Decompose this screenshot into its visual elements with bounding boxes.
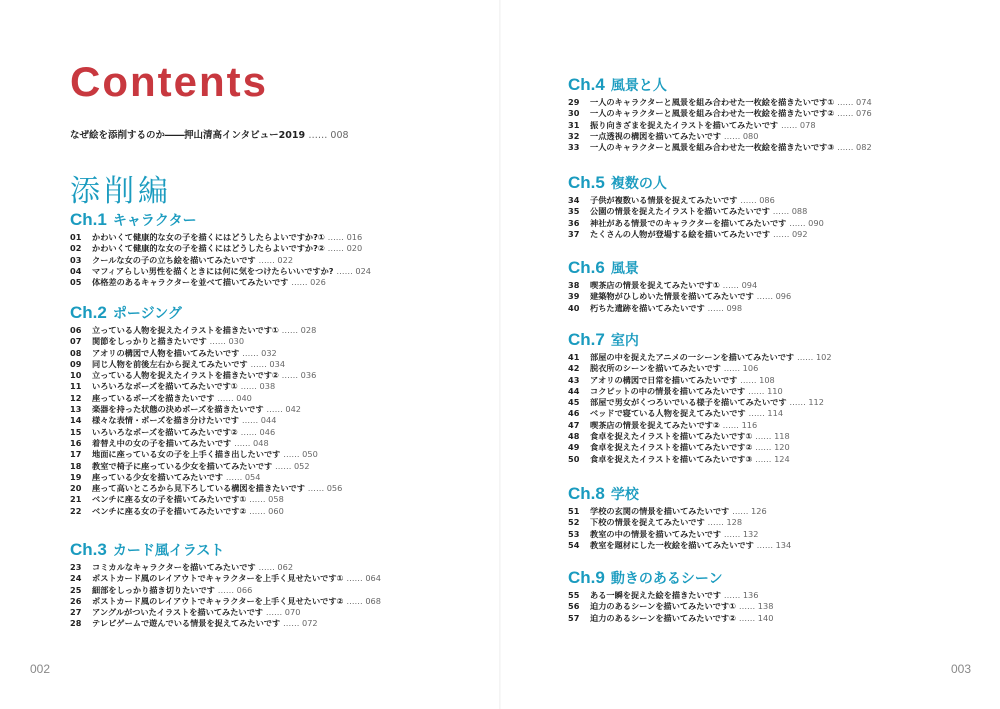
- entry-page: …… 132: [723, 528, 759, 539]
- toc-entry[interactable]: [568, 142, 872, 153]
- entry-page: …… 020: [327, 243, 363, 254]
- toc-entry[interactable]: [70, 449, 342, 460]
- entry-title: 脱衣所のシーンを描いてみたいです: [590, 363, 721, 374]
- entry-page: …… 062: [258, 562, 294, 572]
- entry-title: 喫茶店の情景を捉えてみたいです②: [590, 419, 720, 430]
- chapter-name: 複数の人: [610, 176, 667, 192]
- entry-page: …… 050: [283, 449, 318, 460]
- entry-number: 55: [568, 590, 580, 600]
- entry-number: 34: [568, 195, 580, 205]
- entry-title: 建築物がひしめいた情景を描いてみたいです: [590, 291, 754, 302]
- toc-entry[interactable]: [70, 483, 342, 494]
- entry-number: 30: [568, 108, 580, 119]
- entry-page: …… 070: [265, 607, 301, 618]
- toc-entry[interactable]: [70, 255, 371, 266]
- entry-page: …… 046: [240, 426, 276, 437]
- entry-number: 09: [70, 358, 82, 369]
- entry-title: 子供が複数いる情景を捉えてみたいです: [590, 195, 738, 205]
- entry-page: …… 060: [249, 505, 284, 516]
- chapter-block: [568, 258, 791, 314]
- entry-page: …… 074: [837, 97, 872, 107]
- entry-number: 03: [70, 254, 82, 265]
- entry-page: …… 106: [723, 363, 759, 374]
- entry-number: 11: [70, 381, 82, 392]
- toc-entry[interactable]: [568, 229, 824, 240]
- entry-title: アオリの構図で日常を描いてみたいです: [590, 374, 738, 385]
- chapter-block: [568, 330, 832, 465]
- intro-page: …… 008: [308, 130, 349, 141]
- entry-page: …… 030: [209, 336, 245, 347]
- entry-page: …… 078: [780, 119, 816, 130]
- entry-number: 22: [70, 505, 82, 516]
- entry-number: 01: [70, 232, 82, 242]
- toc-entry[interactable]: [568, 601, 773, 612]
- entry-number: 33: [568, 142, 580, 153]
- entry-title: 地面に座っている女の子を上手く描き出したいです: [92, 449, 281, 460]
- entry-number: 16: [70, 437, 82, 448]
- entry-title: 着替え中の女の子を描いてみたいです: [92, 437, 232, 448]
- entry-number: 26: [70, 595, 82, 606]
- entry-number: 45: [568, 397, 580, 408]
- entry-page: …… 120: [755, 442, 790, 453]
- entry-number: 37: [568, 228, 580, 239]
- chapter-number: Ch.2: [70, 303, 107, 322]
- toc-entry[interactable]: [568, 195, 824, 206]
- entry-title: ベンチに座る女の子を描いてみたいです①: [92, 494, 247, 505]
- entry-page: …… 058: [249, 494, 284, 505]
- entry-title: 喫茶店の情景を捉えてみたいです①: [590, 280, 720, 290]
- entry-number: 42: [568, 363, 580, 374]
- entry-number: 29: [568, 97, 580, 107]
- chapter-heading: [568, 330, 832, 352]
- entry-number: 25: [70, 584, 82, 595]
- toc-entry[interactable]: [70, 427, 342, 438]
- entry-title: かわいくて健康的な女の子を描くにはどうしたらよいですか?①: [92, 232, 325, 242]
- chapter-heading: [70, 210, 371, 232]
- entry-page: …… 134: [756, 539, 792, 550]
- entry-page: …… 136: [723, 590, 759, 600]
- chapter-block: [568, 568, 773, 624]
- chapter-number: Ch.6: [568, 258, 605, 277]
- entry-number: 10: [70, 370, 82, 381]
- entry-page: …… 026: [291, 277, 326, 288]
- toc-entry[interactable]: [70, 277, 371, 288]
- toc-entry[interactable]: [568, 291, 791, 302]
- entry-title: いろいろなポーズを描いてみたいです①: [92, 381, 238, 392]
- entry-page: …… 110: [748, 385, 783, 396]
- entry-page: …… 102: [796, 352, 832, 362]
- entry-page: …… 118: [755, 431, 790, 442]
- chapter-name: 学校: [610, 487, 639, 503]
- entry-number: 43: [568, 374, 580, 385]
- entry-number: 19: [70, 471, 82, 482]
- entry-number: 47: [568, 419, 580, 430]
- entry-number: 32: [568, 130, 580, 141]
- entry-page: …… 098: [707, 302, 743, 313]
- chapter-number: Ch.7: [568, 330, 605, 349]
- entry-page: …… 054: [225, 471, 261, 482]
- intro-text: なぜ絵を添削するのか――押山清高インタビュー2019: [70, 130, 306, 141]
- entry-title: 食卓を捉えたイラストを描いてみたいです②: [590, 442, 753, 453]
- entry-page: …… 128: [707, 517, 743, 528]
- entry-page: …… 126: [732, 506, 767, 516]
- chapter-name: ポージング: [112, 306, 182, 322]
- toc-entry[interactable]: [568, 108, 872, 119]
- entry-page: …… 072: [283, 618, 318, 629]
- entry-title: クールな女の子の立ち絵を描いてみたいです: [92, 254, 256, 265]
- entry-number: 20: [70, 483, 82, 494]
- entry-page: …… 138: [738, 601, 774, 612]
- entry-page: …… 036: [281, 370, 317, 381]
- entry-title: 部屋の中を捉えたアニメの一シーンを描いてみたいです: [590, 352, 795, 362]
- entry-page: …… 090: [789, 217, 824, 228]
- entry-title: 一人のキャラクターと風景を組み合わせた一枚絵を描きたいです②: [590, 108, 835, 119]
- toc-entry[interactable]: [568, 97, 872, 108]
- toc-entry[interactable]: [70, 438, 342, 449]
- toc-entry[interactable]: [70, 506, 342, 517]
- entry-title: マフィアらしい男性を描くときには何に気をつけたらいいですか?: [92, 265, 334, 276]
- entry-page: …… 040: [217, 392, 252, 403]
- chapter-number: Ch.8: [568, 484, 605, 503]
- entry-title: 座っているポーズを描きたいです: [92, 392, 215, 403]
- entry-number: 44: [568, 385, 580, 396]
- entry-title: ベッドで寝ている人物を捉えてみたいです: [590, 408, 746, 419]
- chapter-name: 風景と人: [610, 78, 667, 94]
- entry-title: 様々な表情・ポーズを描き分けたいです: [92, 415, 239, 426]
- entry-page: …… 082: [837, 142, 872, 153]
- chapter-heading: [568, 173, 824, 195]
- entry-page: …… 094: [722, 280, 758, 290]
- entry-title: ベンチに座る女の子を描いてみたいです②: [92, 505, 247, 516]
- entry-number: 15: [70, 426, 82, 437]
- toc-entry[interactable]: [70, 494, 342, 505]
- entry-title: コクピットの中の情景を描いてみたいです: [590, 385, 746, 396]
- entry-title: 同じ人物を前後左右から捉えてみたいです: [92, 358, 248, 369]
- entry-page: …… 038: [240, 381, 276, 392]
- entry-page: …… 044: [241, 415, 277, 426]
- toc-entry[interactable]: [568, 280, 791, 291]
- chapter-name: キャラクター: [112, 213, 197, 229]
- entry-page: …… 066: [217, 584, 253, 595]
- toc-entry[interactable]: [70, 573, 381, 584]
- chapter-heading: [568, 75, 872, 97]
- entry-number: 17: [70, 449, 82, 460]
- right-page: [500, 0, 1000, 709]
- entry-page: …… 068: [346, 595, 381, 606]
- entry-page: …… 048: [234, 437, 269, 448]
- toc-entry[interactable]: [70, 562, 381, 573]
- entry-page: …… 076: [837, 108, 872, 119]
- toc-entry[interactable]: [70, 336, 342, 347]
- entry-page: …… 116: [722, 419, 758, 430]
- chapter-block: [568, 75, 872, 153]
- section-subtitle: 添削編: [70, 174, 172, 209]
- entry-title: 立っている人物を捉えたイラストを描きたいです①: [92, 325, 279, 335]
- entry-title: 部屋で男女がくつろいでいる様子を描いてみたいです: [590, 397, 787, 408]
- page-number-right: 003: [951, 662, 972, 676]
- toc-entry[interactable]: [568, 363, 832, 374]
- entry-title: 教室を題材にした一枚絵を描いてみたいです: [590, 539, 754, 550]
- chapter-heading: [70, 540, 381, 562]
- entry-page: …… 088: [772, 206, 808, 217]
- toc-entry[interactable]: [568, 408, 832, 419]
- entry-number: 41: [568, 352, 580, 362]
- entry-title: 迫力のあるシーンを描いてみたいです②: [590, 612, 736, 623]
- entry-title: アオリの構図で人物を描いてみたいです: [92, 347, 240, 358]
- entry-number: 24: [70, 573, 82, 584]
- entry-page: …… 022: [258, 254, 294, 265]
- entry-title: かわいくて健康的な女の子を描くにはどうしたらよいですか?②: [92, 243, 325, 254]
- entry-title: 細部をしっかり描き切りたいです: [92, 584, 215, 595]
- entry-number: 46: [568, 408, 580, 419]
- entry-title: 下校の情景を捉えてみたいです: [590, 517, 705, 528]
- chapter-number: Ch.9: [568, 568, 605, 587]
- entry-title: いろいろなポーズを描いてみたいです②: [92, 426, 238, 437]
- entry-title: 座って高いところから見下ろしている構図を描きたいです: [92, 483, 305, 494]
- entry-title: 一人のキャラクターと風景を組み合わせた一枚絵を描きたいです①: [590, 97, 835, 107]
- toc-entry[interactable]: [568, 506, 791, 517]
- toc-entry[interactable]: [70, 325, 342, 336]
- toc-entry[interactable]: [70, 607, 381, 618]
- entry-number: 07: [70, 336, 82, 347]
- chapter-heading: [568, 484, 791, 506]
- entry-number: 52: [568, 517, 580, 528]
- entry-title: 一点透視の構図を描いてみたいです: [590, 130, 722, 141]
- entry-page: …… 024: [336, 265, 372, 276]
- chapter-number: Ch.4: [568, 75, 605, 94]
- contents-title: Contents: [70, 58, 268, 105]
- entry-number: 35: [568, 206, 580, 217]
- toc-entry[interactable]: [70, 404, 342, 415]
- toc-entry[interactable]: [70, 472, 342, 483]
- entry-number: 28: [70, 618, 82, 629]
- chapter-block: [568, 173, 824, 240]
- entry-page: …… 056: [307, 483, 343, 494]
- toc-entry[interactable]: [568, 397, 832, 408]
- entry-page: …… 064: [346, 573, 381, 584]
- entry-number: 18: [70, 460, 82, 471]
- chapter-block: [70, 303, 342, 517]
- toc-entry[interactable]: [568, 386, 832, 397]
- chapter-name: カード風イラスト: [112, 543, 225, 559]
- chapter-name: 動きのあるシーン: [610, 571, 723, 587]
- chapter-number: Ch.3: [70, 540, 107, 559]
- entry-page: …… 016: [327, 232, 363, 242]
- entry-title: 迫力のあるシーンを描いてみたいです①: [590, 601, 736, 612]
- chapter-heading: [568, 568, 773, 590]
- entry-number: 36: [568, 217, 580, 228]
- toc-entry[interactable]: [568, 352, 832, 363]
- toc-entry[interactable]: [568, 613, 773, 624]
- toc-entry[interactable]: [70, 393, 342, 404]
- entry-page: …… 114: [748, 408, 784, 419]
- chapter-number: Ch.5: [568, 173, 605, 192]
- toc-entry[interactable]: [568, 420, 832, 431]
- entry-number: 57: [568, 612, 580, 623]
- toc-entry[interactable]: [70, 243, 371, 254]
- entry-title: テレビゲームで遊んでいる情景を捉えてみたいです: [92, 618, 281, 629]
- entry-number: 38: [568, 280, 580, 290]
- toc-entry[interactable]: [70, 415, 342, 426]
- chapter-heading: [70, 303, 342, 325]
- toc-entry[interactable]: [70, 596, 381, 607]
- toc-entry[interactable]: [70, 359, 342, 370]
- entry-page: …… 108: [740, 374, 775, 385]
- entry-title: 一人のキャラクターと風景を組み合わせた一枚絵を描きたいです③: [590, 142, 835, 153]
- entry-page: …… 092: [773, 228, 808, 239]
- toc-entry[interactable]: [568, 375, 832, 386]
- entry-page: …… 086: [740, 195, 775, 205]
- toc-entry[interactable]: [568, 529, 791, 540]
- entry-number: 40: [568, 302, 580, 313]
- entry-page: …… 052: [275, 460, 310, 471]
- entry-page: …… 140: [738, 612, 774, 623]
- toc-entry[interactable]: [568, 442, 832, 453]
- entry-number: 05: [70, 277, 82, 288]
- entry-title: 学校の玄関の情景を描いてみたいです: [590, 506, 730, 516]
- toc-entry[interactable]: [568, 517, 791, 528]
- chapter-heading: [568, 258, 791, 280]
- entry-title: 公園の情景を捉えたイラストを描いてみたいです: [590, 206, 770, 217]
- toc-entry[interactable]: [70, 370, 342, 381]
- chapter-number: Ch.1: [70, 210, 107, 229]
- entry-title: コミカルなキャラクターを描いてみたいです: [92, 562, 256, 572]
- entry-number: 14: [70, 415, 82, 426]
- entry-number: 12: [70, 392, 82, 403]
- entry-page: …… 112: [789, 397, 824, 408]
- entry-number: 48: [568, 431, 580, 442]
- toc-entry[interactable]: [568, 131, 872, 142]
- entry-title: アングルがついたイラストを描いてみたいです: [92, 607, 263, 618]
- page-number-left: 002: [30, 662, 51, 676]
- toc-entry[interactable]: [568, 303, 791, 314]
- toc-entry[interactable]: [70, 266, 371, 277]
- entry-title: 教室の中の情景を描いてみたいです: [590, 528, 722, 539]
- intro-entry[interactable]: [70, 127, 349, 141]
- entry-number: 49: [568, 442, 580, 453]
- entry-page: …… 032: [242, 347, 277, 358]
- entry-title: ポストカード風のレイアウトでキャラクターを上手く見せたいです②: [92, 595, 344, 606]
- entry-page: …… 034: [250, 358, 286, 369]
- entry-number: 23: [70, 562, 82, 572]
- entry-title: 楽器を持った状態の決めポーズを描きたいです: [92, 404, 264, 415]
- entry-title: ある一瞬を捉えた絵を描きたいです: [590, 590, 722, 600]
- entry-title: ポストカード風のレイアウトでキャラクターを上手く見せたいです①: [92, 573, 344, 584]
- entry-title: 体格差のあるキャラクターを並べて描いてみたいです: [92, 277, 289, 288]
- entry-page: …… 042: [266, 404, 301, 415]
- entry-title: 座っている少女を描いてみたいです: [92, 471, 224, 482]
- entry-number: 04: [70, 265, 82, 276]
- toc-entry[interactable]: [568, 206, 824, 217]
- entry-number: 50: [568, 453, 580, 464]
- chapter-block: [568, 484, 791, 551]
- entry-page: …… 028: [281, 325, 317, 335]
- toc-entry[interactable]: [70, 381, 342, 392]
- entry-title: 神社がある情景でのキャラクターを描いてみたいです: [590, 217, 787, 228]
- entry-number: 56: [568, 601, 580, 612]
- entry-title: 教室で椅子に座っている少女を描いてみたいです: [92, 460, 273, 471]
- entry-title: 朽ちた遺跡を描いてみたいです: [590, 302, 705, 313]
- toc-entry[interactable]: [568, 120, 872, 131]
- entry-title: 関節をしっかりと描きたいです: [92, 336, 207, 347]
- toc-entry[interactable]: [70, 461, 342, 472]
- toc-entry[interactable]: [568, 540, 791, 551]
- entry-number: 02: [70, 243, 82, 254]
- entry-title: 食卓を捉えたイラストを描いてみたいです①: [590, 431, 753, 442]
- entry-title: たくさんの人物が登場する絵を描いてみたいです: [590, 228, 771, 239]
- entry-page: …… 080: [723, 130, 759, 141]
- entry-number: 39: [568, 291, 580, 302]
- entry-number: 21: [70, 494, 82, 505]
- toc-entry[interactable]: [568, 590, 773, 601]
- toc-entry[interactable]: [70, 348, 342, 359]
- toc-entry[interactable]: [70, 232, 371, 243]
- entry-title: 振り向きざまを捉えたイラストを描いてみたいです: [590, 119, 779, 130]
- entry-number: 31: [568, 119, 580, 130]
- toc-entry[interactable]: [568, 431, 832, 442]
- chapter-block: [70, 210, 371, 288]
- entry-page: …… 096: [756, 291, 792, 302]
- entry-number: 53: [568, 528, 580, 539]
- chapter-name: 室内: [610, 333, 639, 349]
- chapter-block: [70, 540, 381, 630]
- entry-title: 立っている人物を捉えたイラストを描きたいです②: [92, 370, 279, 381]
- toc-entry[interactable]: [70, 618, 381, 629]
- entry-number: 51: [568, 506, 580, 516]
- entry-number: 08: [70, 347, 82, 358]
- entry-page: …… 124: [755, 453, 790, 464]
- toc-entry[interactable]: [568, 218, 824, 229]
- toc-entry[interactable]: [568, 454, 832, 465]
- entry-number: 06: [70, 325, 82, 335]
- toc-entry[interactable]: [70, 585, 381, 596]
- entry-number: 27: [70, 607, 82, 618]
- chapter-name: 風景: [610, 261, 639, 277]
- entry-number: 54: [568, 539, 580, 550]
- entry-number: 13: [70, 404, 82, 415]
- entry-title: 食卓を捉えたイラストを描いてみたいです③: [590, 453, 753, 464]
